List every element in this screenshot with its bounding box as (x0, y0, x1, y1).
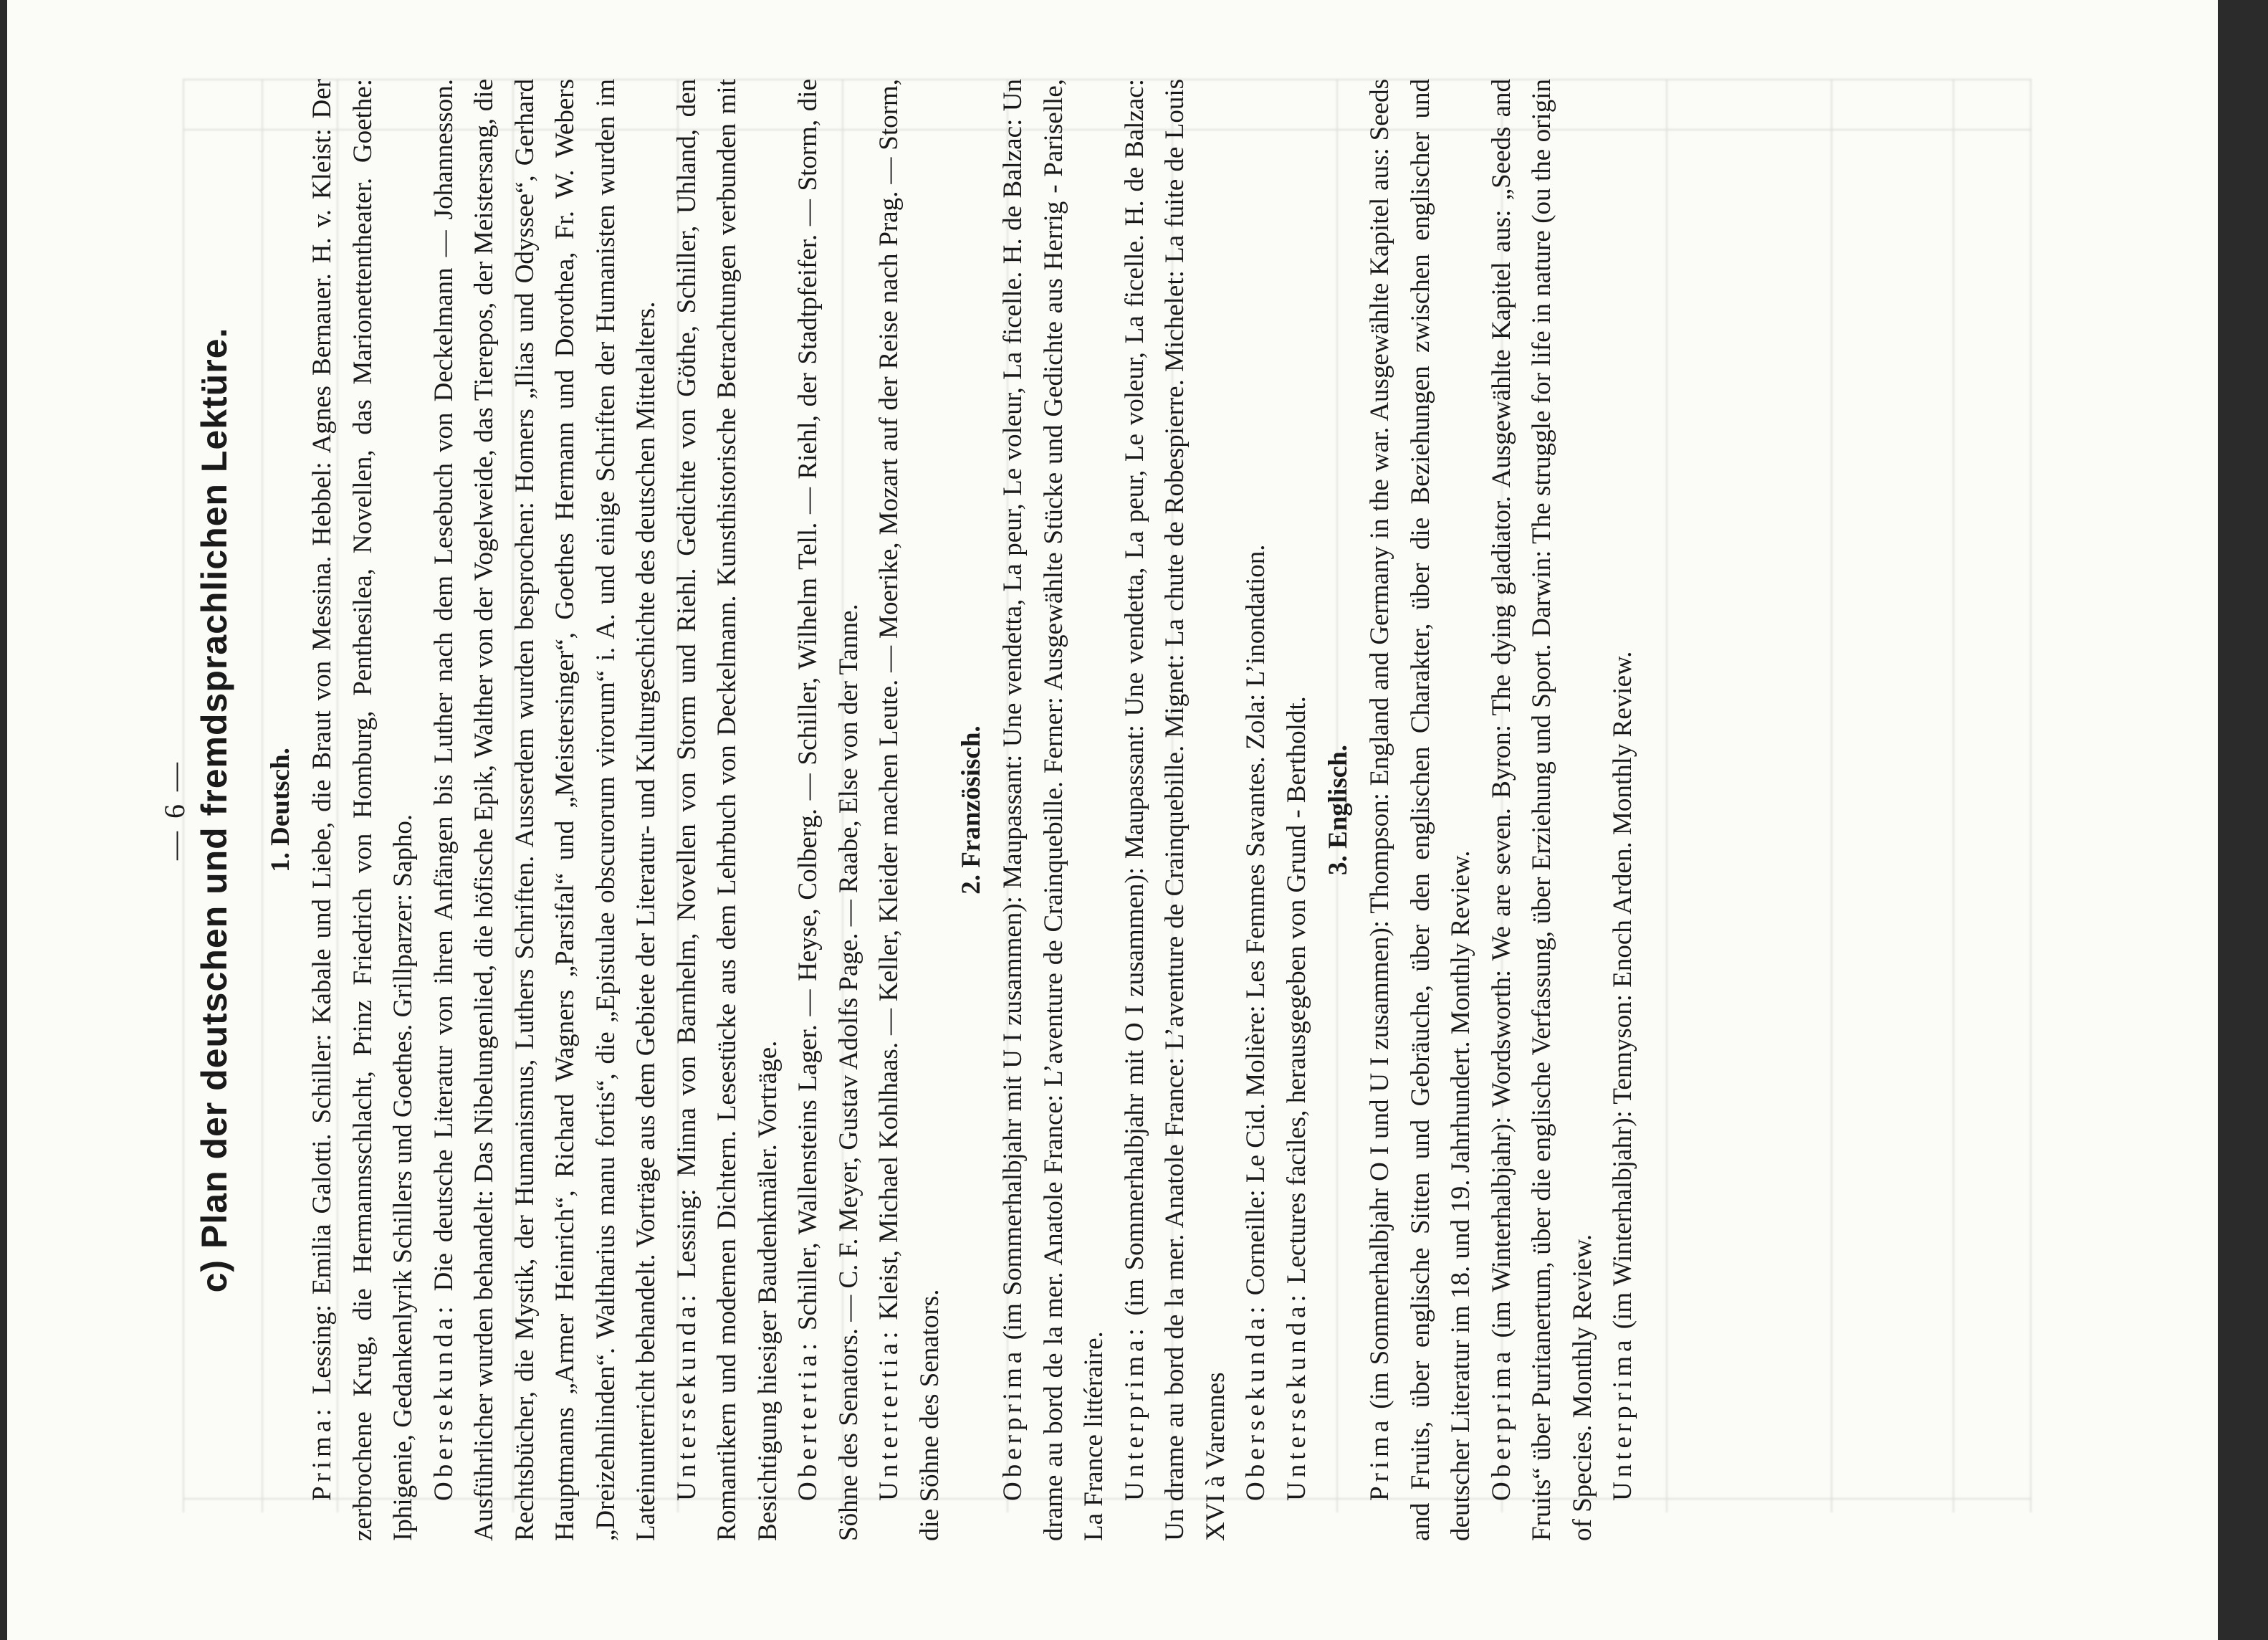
paragraph-untersekunda-franzoesisch (1277, 79, 1318, 1541)
class-label: Oberprima (1486, 1347, 1516, 1501)
paragraph-oberprima-englisch (1482, 79, 1604, 1541)
paragraph-text: Kleist, Michael Kohlhaas. — Keller, Kleider machen Leute. — Moerike, Mozart auf der Reise nach Prag. — Storm, die Söhne des Senators. (874, 79, 944, 1541)
paragraph-text: Schiller, Wallensteins Lager. — Heyse, Colberg. — Schiller, Wilhelm Tell. — Riehl, der Stadtpfeifer. — Storm, die Söhne des Senators. — C. F. Meyer, Gustav Adolfs Page. — Raabe, Else von der Tanne. (793, 79, 863, 1541)
rotated-page-content (158, 79, 2028, 1541)
class-label: Oberprima (998, 1347, 1028, 1501)
paragraph-prima-deutsch (302, 79, 424, 1541)
section-heading-deutsch: 1. Deutsch. (266, 748, 295, 872)
page-title: c) Plan der deutschen und fremdsprachlichen Lektüre. (194, 327, 234, 1293)
class-label: Untersekunda: (671, 1290, 702, 1501)
paragraph-text: (im Sommerhalbjahr mit U I zusammen): Maupassant: Une vendetta, La peur, Le voleur, La ficelle. H. de Balzac: Un drame au bord de la mer. Anatole France: L’aventure de Crainquebille. Ferner: Ausgewählte Stücke und Gedichte aus Herrig - Pariselle, La France littéraire. (998, 79, 1109, 1541)
paragraph-obersekunda-franzoesisch (1236, 79, 1277, 1541)
paragraph-text: (im Sommerhalbjahr O I und U I zusammen): Thompson: England and Germany in the war. Ausgewählte Kapitel aus: Seeds and Fruits, über englische Sitten und Gebräuche, über den englischen Charakter, über die Beziehungen zwischen englischer und deutscher Literatur im 18. und 19. Jahrhundert. Monthly Review. (1365, 79, 1475, 1541)
paragraph-unterprima-franzoesisch (1115, 79, 1237, 1541)
paragraph-text: Lectures faciles, herausgegeben von Grund - Bertholdt. (1281, 696, 1311, 1291)
paragraph-prima-englisch (1360, 79, 1482, 1541)
class-label: Unterprima: (1119, 1324, 1149, 1501)
section-heading-englisch: 3. Englisch. (1324, 745, 1353, 875)
class-label: Obersekunda: (1241, 1302, 1271, 1501)
paragraph-obertertia-deutsch (788, 79, 869, 1541)
class-label: Obertertia: (793, 1338, 823, 1501)
section-heading-franzoesisch: 2. Französisch. (957, 725, 986, 895)
scan-left-border (0, 0, 7, 1640)
paragraph-unterprima-englisch (1603, 79, 1644, 1541)
scan-right-border (2218, 0, 2268, 1640)
paragraph-text: Lessing: Minna von Barnhelm, Novellen von Storm und Riehl. Gedichte von Göthe, Schiller, Uhland, den Romantikern und modernen Dichtern. Lesestücke aus dem Lehrbuch von Deckelmann. Kunsthistorische Betrachtungen verbunden mit Besichtigung hiesiger Baudenkmäler. Vorträge. (671, 79, 783, 1541)
paragraph-text: (im Sommerhalbjahr mit O I zusammen): Maupassant: Une vendetta, La peur, Le voleur, La ficelle. H. de Balzac: Un drame au bord de la mer. Anatole France: L’aventure de Crainquebille. Mignet: La chute de Robespierre. Michelet: La fuite de Louis XVI à Varennes (1119, 79, 1230, 1541)
page-number: — 6 — (158, 760, 191, 860)
paragraph-text: (im Winterhalbjahr): Wordsworth: We are seven. Byron: The dying gladiator. Ausgewählte Kapitel aus: „Seeds and Fruits“ über Puritanertum, über die englische Verfassung, über Erziehung und Sport. Darwin: The struggle for life in nature (ou the origin of Species. Monthly Review. (1486, 79, 1597, 1541)
class-label: Prima: (307, 1404, 337, 1501)
paragraph-text: Corneille: Le Cid. Molière: Les Femmes Savantes. Zola: L’inondation. (1241, 544, 1271, 1302)
class-label: Untersekunda: (1281, 1290, 1311, 1501)
paragraph-text: Lessing: Emilia Galotti. Schiller: Kabale und Liebe, die Braut von Messina. Hebbel: Agnes Bernauer. H. v. Kleist: Der zerbrochene Krug, die Hermannsschlacht, Prinz Friedrich von Homburg, Penthesilea, Novellen, das Marionettentheater. Goethe: Iphigenie, Gedankenlyrik Schillers und Goethes. Grillparzer: Sapho. (307, 79, 418, 1541)
paragraph-untertertia-deutsch (869, 79, 950, 1541)
paragraph-untersekunda-deutsch (667, 79, 789, 1541)
paragraph-obersekunda-deutsch (424, 79, 667, 1541)
class-label: Untertertia: (874, 1327, 904, 1501)
paragraph-text: Die deutsche Literatur von ihren Anfängen bis Luther nach dem Lesebuch von Deckelmann — Johannesson. Ausführlicher wurden behandelt: Das Nibelungenlied, die höfische Epik, Walther von der Vogelweide, das Tierepos, der Meistersang, die Rechtsbücher, die Mystik, der Humanismus, Luthers Schriften. Ausserdem wurden besprochen: Homers „Ilias und Odyssee“, Gerhard Hauptmanns „Armer Heinrich“, Richard Wagners „Parsifal“ und „Meistersinger“, Goethes Hermann und Dorothea, Fr. W. Webers „Dreizehnlinden“. Waltharius manu fortis“, die „Epistulae obscurorum virorum“ i. A. und einige Schriften der Humanisten wurden im Lateinunterricht behandelt. Vorträge aus dem Gebiete der Literatur- und Kulturgeschichte des deutschen Mittelalters. (429, 79, 661, 1541)
class-label: Obersekunda: (429, 1302, 459, 1501)
paragraph-text: (im Winterhalbjahr): Tennyson: Enoch Arden. Monthly Review. (1608, 651, 1637, 1336)
page-body (259, 79, 1644, 1541)
class-label: Prima (1365, 1416, 1394, 1501)
paragraph-oberprima-franzoesisch (993, 79, 1115, 1541)
class-label: Unterprima (1608, 1335, 1637, 1501)
